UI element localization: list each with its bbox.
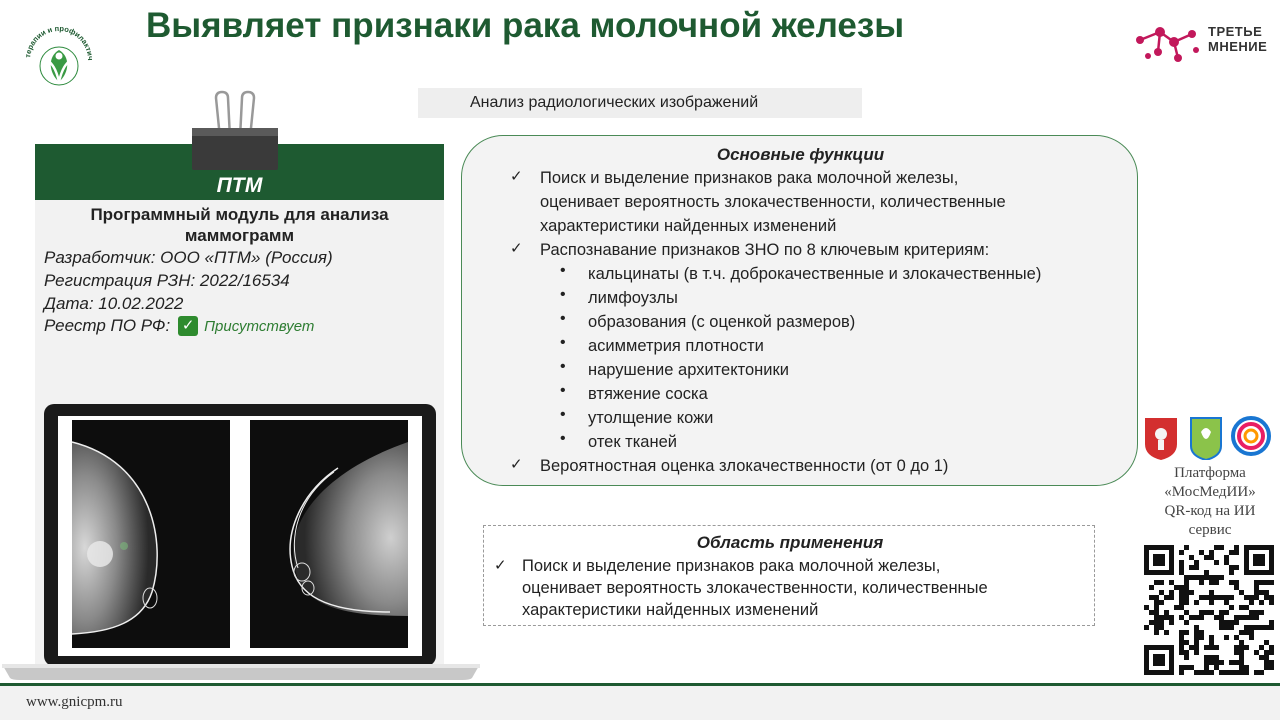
bullet-icon: • <box>560 334 566 351</box>
footer-url-link[interactable]: www.gnicpm.ru <box>26 694 123 710</box>
bullet-icon: • <box>560 358 566 375</box>
application-line2: оценивает вероятность злокачественности, количественные <box>522 579 988 597</box>
registry-status-text: Присутствует <box>204 317 315 335</box>
platform-line3: QR-код на ИИ <box>1164 503 1256 519</box>
bullet-icon: • <box>560 406 566 423</box>
application-line1: Поиск и выделение признаков рака молочной железы, <box>522 557 941 575</box>
date-info: Дата: 10.02.2022 <box>44 294 184 313</box>
footer <box>0 686 1280 720</box>
product-name: ПТМ <box>216 174 263 197</box>
criterion-item: лимфоузлы <box>588 289 678 307</box>
qr-code[interactable] <box>1144 545 1274 675</box>
checkmark-icon: ✓ <box>510 240 523 257</box>
health-dept-emblem-icon <box>1191 418 1221 460</box>
bullet-icon: • <box>560 286 566 303</box>
logo-left-text: терапии и профилактич <box>23 23 96 61</box>
product-description-line2: маммограмм <box>184 226 295 245</box>
developer-info: Разработчик: ООО «ПТМ» (Россия) <box>44 248 333 267</box>
subtitle-bar <box>418 88 862 118</box>
platform-caption <box>1143 464 1277 540</box>
criterion-item: кальцинаты (в т.ч. доброкачественные и злокачественные) <box>588 265 1042 283</box>
binder-clip-icon <box>192 86 278 170</box>
bullet-icon: • <box>560 430 566 447</box>
function-item-2: Распознавание признаков ЗНО по 8 ключевым критериям: <box>540 241 990 259</box>
registration-info: Регистрация РЗН: 2022/16534 <box>44 271 290 290</box>
criterion-item: нарушение архитектоники <box>588 361 789 379</box>
registry-status <box>44 316 314 336</box>
product-description-line1: Программный модуль для анализа <box>90 205 389 224</box>
subtitle-text: Анализ радиологических изображений <box>470 94 759 111</box>
criterion-item: асимметрия плотности <box>588 337 764 355</box>
moscow-coat-of-arms-icon <box>1145 418 1177 460</box>
main-functions-heading: Основные функции <box>716 145 885 164</box>
page-title: Выявляет признаки рака молочной железы <box>146 6 905 45</box>
function-item-1-line2: оценивает вероятность злокачественности, количественные <box>540 193 1006 211</box>
platform-line1: Платформа <box>1174 465 1246 481</box>
criterion-item: втяжение соска <box>588 385 708 403</box>
checkmark-icon: ✓ <box>510 168 523 185</box>
criterion-item: образования (с оценкой размеров) <box>588 313 856 331</box>
function-item-3: Вероятностная оценка злокачественности (от 0 до 1) <box>540 457 949 475</box>
criterion-item: отек тканей <box>588 433 677 451</box>
logo-right-line1: ТРЕТЬЕ <box>1208 24 1263 39</box>
product-description <box>35 204 444 246</box>
bullet-icon: • <box>560 262 566 279</box>
checkmark-icon: ✓ <box>494 557 507 574</box>
platform-line4: сервис <box>1188 522 1232 538</box>
application-area-panel <box>483 525 1095 626</box>
bullet-icon: • <box>560 382 566 399</box>
criterion-item: утолщение кожи <box>588 409 714 427</box>
platform-line2: «МосМедИИ» <box>1164 484 1256 500</box>
function-item-1-line3: характеристики найденных изменений <box>540 217 837 235</box>
function-item-1-line1: Поиск и выделение признаков рака молочной железы, <box>540 169 959 187</box>
third-opinion-logo <box>1134 20 1274 64</box>
registry-label: Реестр ПО РФ: <box>44 316 171 335</box>
checkmark-icon: ✓ <box>178 316 198 336</box>
checkmark-icon: ✓ <box>510 456 523 473</box>
logo-right-line2: МНЕНИЕ <box>1208 39 1268 54</box>
application-line3: характеристики найденных изменений <box>522 601 819 619</box>
nmic-logo <box>18 20 100 98</box>
laptop-mammogram-image <box>2 402 480 680</box>
partner-emblems <box>1143 416 1273 460</box>
application-heading: Область применения <box>696 533 884 552</box>
main-functions-panel <box>461 135 1138 486</box>
bullet-icon: • <box>560 310 566 327</box>
mosmedai-platform-icon <box>1233 418 1269 454</box>
